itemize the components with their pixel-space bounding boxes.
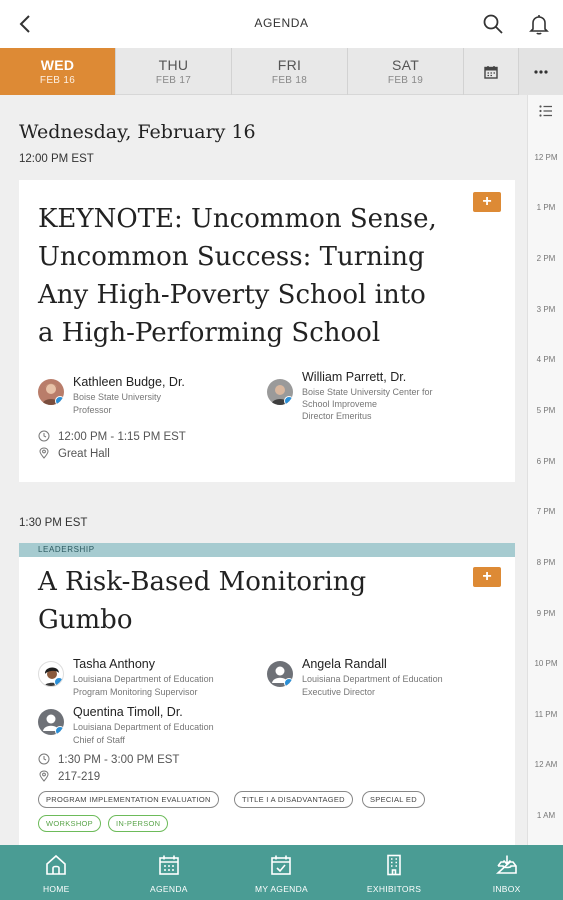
session-location-text: Great Hall xyxy=(58,448,110,460)
calendar-check-icon xyxy=(269,853,293,877)
session-time-text: 1:30 PM - 3:00 PM EST xyxy=(58,754,180,766)
nav-label: AGENDA xyxy=(150,884,188,894)
speaker[interactable] xyxy=(267,370,507,420)
speaker-name: William Parrett, Dr. xyxy=(302,370,407,384)
speaker-role: Chief of Staff xyxy=(73,735,125,745)
session-title-line: Gumbo xyxy=(38,605,133,635)
speaker[interactable] xyxy=(38,375,258,415)
tab-date: FEB 19 xyxy=(387,75,424,86)
nav-agenda[interactable] xyxy=(113,845,226,900)
nav-label: INBOX xyxy=(492,884,521,894)
speaker-name: Tasha Anthony xyxy=(73,657,156,671)
top-bar xyxy=(0,0,563,48)
page-title: AGENDA xyxy=(254,16,309,30)
speaker-name: Kathleen Budge, Dr. xyxy=(73,375,185,389)
session-title-line: Uncommon Success: Turning xyxy=(38,242,425,272)
home-icon xyxy=(44,853,68,877)
day-tabs xyxy=(0,48,563,95)
rail-time[interactable]: 6 PM xyxy=(536,457,556,466)
avatar xyxy=(38,709,64,735)
speaker-role: Director Emeritus xyxy=(302,411,372,421)
session-time-text: 12:00 PM - 1:15 PM EST xyxy=(58,431,186,443)
session-title-line: a High-Performing School xyxy=(38,318,381,348)
speaker-org: Louisiana Department of Education xyxy=(73,674,214,684)
speaker-org-line2: School Improveme xyxy=(302,399,378,409)
speaker[interactable] xyxy=(267,657,507,697)
session-card-risk-monitoring[interactable] xyxy=(19,557,515,845)
bottom-navigation xyxy=(0,845,563,900)
topic-tag[interactable]: TITLE I A DISADVANTAGED xyxy=(234,791,353,808)
rail-time[interactable]: 2 PM xyxy=(536,254,556,263)
location-pin-icon xyxy=(38,447,50,459)
speaker-name: Quentina Timoll, Dr. xyxy=(73,705,183,719)
building-icon xyxy=(382,853,406,877)
speaker-org: Boise State University Center for xyxy=(302,387,433,397)
speaker-role: Program Monitoring Supervisor xyxy=(73,687,198,697)
nav-home[interactable] xyxy=(0,845,113,900)
list-view-icon[interactable] xyxy=(538,103,554,119)
tab-day: FRI xyxy=(277,57,302,73)
tab-day: THU xyxy=(158,57,189,73)
search-icon[interactable] xyxy=(481,12,505,36)
format-tag[interactable]: IN-PERSON xyxy=(108,815,168,832)
tab-date: FEB 17 xyxy=(155,75,192,86)
speaker-org: Louisiana Department of Education xyxy=(302,674,443,684)
nav-exhibitors[interactable] xyxy=(338,845,451,900)
slot-time: 12:00 PM EST xyxy=(19,153,94,165)
more-dots-icon xyxy=(533,69,549,75)
add-to-agenda-button[interactable]: + xyxy=(473,192,501,212)
format-tag[interactable]: WORKSHOP xyxy=(38,815,101,832)
tab-date: FEB 18 xyxy=(271,75,308,86)
nav-inbox[interactable] xyxy=(450,845,563,900)
tab-date: FEB 16 xyxy=(39,75,76,86)
rail-time[interactable]: 4 PM xyxy=(536,355,556,364)
nav-my-agenda[interactable] xyxy=(225,845,338,900)
session-title-line: A Risk-Based Monitoring xyxy=(38,567,367,597)
rail-time[interactable]: 7 PM xyxy=(536,507,556,516)
clock-icon xyxy=(38,430,50,442)
tab-day: SAT xyxy=(391,57,420,73)
rail-time[interactable]: 12 PM xyxy=(534,153,558,162)
session-time xyxy=(38,753,179,766)
nav-label: HOME xyxy=(42,884,70,894)
speaker-org: Louisiana Department of Education xyxy=(73,722,214,732)
tab-sat[interactable] xyxy=(348,48,464,95)
rail-time[interactable]: 11 PM xyxy=(534,710,558,719)
session-location xyxy=(38,770,100,783)
rail-time[interactable]: 1 PM xyxy=(536,203,556,212)
avatar xyxy=(38,379,64,405)
session-location-text: 217-219 xyxy=(58,771,101,783)
rail-time[interactable]: 12 AM xyxy=(534,760,558,769)
clock-icon xyxy=(38,753,50,765)
tab-fri[interactable] xyxy=(232,48,348,95)
rail-time[interactable]: 3 PM xyxy=(536,305,556,314)
tab-day: WED xyxy=(40,57,75,73)
speaker-org: Boise State University xyxy=(73,392,162,402)
slot-time: 1:30 PM EST xyxy=(19,517,88,529)
day-heading: Wednesday, February 16 xyxy=(19,121,256,143)
session-card-keynote[interactable] xyxy=(19,180,515,482)
schedule-list xyxy=(0,95,527,845)
speaker[interactable] xyxy=(38,657,258,697)
rail-time[interactable]: 5 PM xyxy=(536,406,556,415)
rail-time[interactable]: 10 PM xyxy=(534,659,558,668)
avatar xyxy=(267,661,293,687)
session-title-line: KEYNOTE: Uncommon Sense, xyxy=(38,204,437,234)
more-options-button[interactable] xyxy=(519,48,563,95)
session-time xyxy=(38,430,186,443)
session-location xyxy=(38,447,110,460)
rail-time[interactable]: 1 AM xyxy=(536,811,556,820)
time-rail[interactable] xyxy=(527,95,563,845)
calendar-icon xyxy=(484,65,498,79)
inbox-icon xyxy=(495,853,519,877)
track-label: LEADERSHIP xyxy=(19,543,515,557)
topic-tag[interactable]: SPECIAL ED xyxy=(362,791,425,808)
nav-label: MY AGENDA xyxy=(254,884,309,894)
tab-wed[interactable] xyxy=(0,48,116,95)
nav-label: EXHIBITORS xyxy=(366,884,422,894)
avatar xyxy=(267,379,293,405)
calendar-picker-button[interactable] xyxy=(464,48,519,95)
speaker[interactable] xyxy=(38,705,258,745)
bell-icon[interactable] xyxy=(527,12,551,36)
avatar xyxy=(38,661,64,687)
speaker-role: Executive Director xyxy=(302,687,376,697)
speaker-name: Angela Randall xyxy=(302,657,387,671)
rail-time[interactable]: 9 PM xyxy=(536,609,556,618)
add-to-agenda-button[interactable]: + xyxy=(473,567,501,587)
speaker-role: Professor xyxy=(73,405,112,415)
session-title-line: Any High-Poverty School into xyxy=(38,280,426,310)
rail-time[interactable]: 8 PM xyxy=(536,558,556,567)
session-title xyxy=(38,563,366,639)
topic-tag[interactable]: PROGRAM IMPLEMENTATION EVALUATION xyxy=(38,791,219,808)
tab-thu[interactable] xyxy=(116,48,232,95)
location-pin-icon xyxy=(38,770,50,782)
session-title xyxy=(38,200,437,352)
calendar-icon xyxy=(157,853,181,877)
